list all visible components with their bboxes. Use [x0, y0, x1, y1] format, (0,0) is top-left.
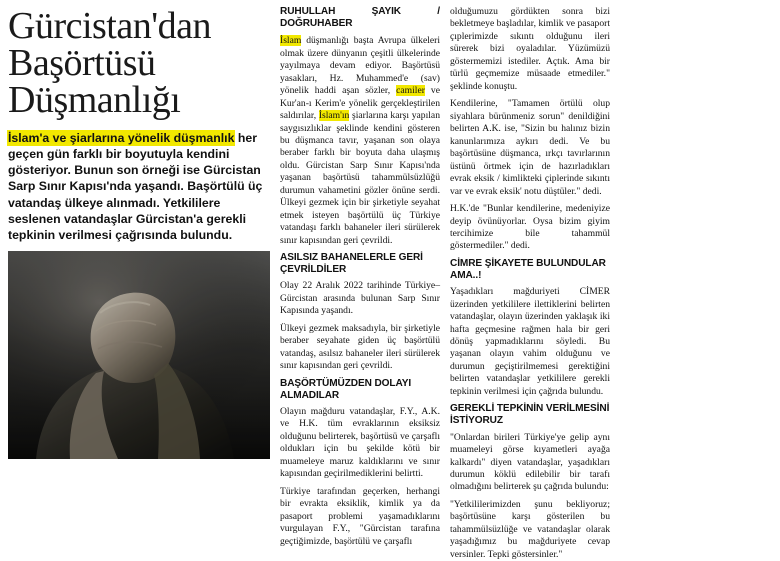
lede-rest: her geçen gün farklı bir boyutuyla kendini gösteriyor. Bunun son örneği ise Gürcistan Sarp Sınır Kapısı'nda yaşandı. Başörtülü üç vatandaş ülkeye alınmadı. Yetkililere seslenen vatandaşlar Gürcistan'a gerekli tepkinin verilmesi çağrısında bulundu.	[8, 130, 263, 243]
paragraph: olduğumuzu gördükten sonra bizi bekletmeye başladılar, kimlik ve pasaport çıplerimizde sıkıntı olduğunu ileri sürerek bizi oyaladılar. Yüzümüzü göstermemizi istediler. Açtık. Ama bir türlü geçmemize müsaade etmediler." şeklinde konuştu.	[450, 6, 610, 92]
paragraph-text-3: şiarlarına karşı yapılan saygısızlıklar şeklinde kendini gösteren bu düşmanca tavır, yaşanan son olaya beraber farklı bir boyuta daha ulaşmış oldu. Gürcistan Sarp Sınır Kapısı'nda yaşanan başörtüsü tahammülsüzlüğü durumun vahametini gözler önüne serdi. Ülkeyi gezmek için bir şirketiyle seyahat etmek isteyen başörtülü üç Türkiye vatandaşı farklı bahaneler ileri sürülerek sınır kapısından geri çevrildi.	[280, 110, 440, 246]
paragraph: "Onlardan birileri Türkiye'ye gelip aynı muameleyi görse kıyametleri ayağa kalkardı" diyen vatandaşlar, yaşadıkları durumun köklü edilebilir bir tarafı olmadığını belirterek şu çağrıda bulundu:	[450, 431, 610, 493]
paragraph-text-2: ve Kur'an-ı Kerim'e yönelik gerçekleştirilen saldırılar,	[280, 85, 440, 122]
lede-highlight: İslam'a ve şiarlarına yönelik düşmanlık	[8, 130, 235, 145]
article-column-2	[450, 6, 610, 560]
paragraph: Olayın mağduru vatandaşlar, F.Y., A.K. ve H.K. tüm evraklarının eksiksiz olduğunu belirterek, başörtüsü ve çarşaflı oldukları için bu şekilde kötü bir muameleye maruz kaldıklarını ve sınır kapısından geçirilmediklerini belirtti.	[280, 405, 440, 480]
headline-line-1: Gürcistan'dan	[8, 5, 211, 47]
headline-line-3: Düşmanlığı	[8, 79, 181, 122]
highlight-islam: İslam	[280, 35, 302, 47]
paragraph: Türkiye tarafından geçerken, herhangi bir evrakta eksiklik, kimlik ya da pasaport problemi yaşamadıklarını vurgulayan F.Y., "Gürcistan tarafına geçtiğimizde, başörtülü ve çarşaflı	[280, 485, 440, 547]
photo-illustration	[8, 251, 270, 459]
highlight-islamin: İslam'ın	[318, 110, 350, 122]
subhead: ASILSIZ BAHANELERLE GERİ ÇEVRİLDİLER	[280, 252, 423, 276]
page-title	[8, 5, 270, 122]
article-column-1	[280, 6, 440, 547]
headline-line-2: Başörtüsü	[8, 42, 156, 85]
subhead: BAŞÖRTÜMÜZDEN DOLAYI ALMADILAR	[280, 377, 412, 401]
paragraph: "Yetkililerimizden şunu bekliyoruz; başörtüsüne karşı gösterilen bu tahammülsüzlüğe ve vatandaşlar olarak yaşadığımız bu mağduriyete cevap versinler. Tepki göstersinler."	[450, 498, 610, 560]
paragraph: Yaşadıkları mağduriyeti CİMER üzerinden yetkililere ilettiklerini belirten vatandaşlar, olayın üzerinden yaklaşık iki hafta geçmesine rağmen hala bir geri dönüş yapmadıklarını söyledi. Bu yaşanan olayın vahim olduğunu ve durumun geçiştirilmemesi gerektiğini belirten vatandaşlar yetkililere gerekli tepkinin verilmesi için çağrıda bulundu.	[450, 286, 610, 397]
highlight-camiler: camiler	[396, 85, 425, 97]
paragraph: H.K.'de "Bunlar kendilerine, medeniyize deyip övünüyorlar. Oysa bizim giyim tercihimize bile tahammül göstermediler." dedi.	[450, 203, 610, 252]
paragraph: Kendilerine, "Tamamen örtülü olup siyahlara bürünmeniz sorun" denildiğini belirten A.K. ise, "Sizin bu halınız bizin kanunlarımıza aykırı dedi. Ve bu başörtüsüne düşmanca, ırkçı tavırlarının üstünü örtmek için de hazırladıkları evrak eksik / kimlikteki çiplerinde sıkıntı var ve evrak eksik' notu düştüler." dedi.	[450, 98, 610, 197]
article-photo	[8, 251, 270, 459]
lede-paragraph	[8, 130, 270, 244]
paragraph: Ülkeyi gezmek maksadıyla, bir şirketiyle beraber seyahate giden üç başörtülü vatandaş, asılsız bahaneler ileri sürülerek sınır kapısından geri çevrildi.	[280, 322, 440, 372]
byline: RUHULLAH ŞAYIK / DOĞRUHABER	[280, 6, 440, 30]
subhead: GEREKLİ TEPKİNİN VERİLMESİNİ İSTİYORUZ	[450, 403, 610, 427]
paragraph	[280, 35, 440, 247]
paragraph: Olay 22 Aralık 2022 tarihinde Türkiye–Gürcistan arasında bulunan Sarp Sınır Kapısında yaşandı.	[280, 280, 440, 317]
subhead: CİMRE ŞİKAYETE BULUNDULAR AMA..!	[450, 257, 606, 282]
left-column	[8, 6, 270, 464]
paragraph-text: düşmanlığı başta Avrupa ülkeleri olmak üzere dünyanın çeşitli ülkelerinde yayılmaya devam ediyor. Başörtüsü yasakları, Hz. Muhammed'e (sav) yönelik haddi aşan sözler,	[280, 35, 440, 97]
